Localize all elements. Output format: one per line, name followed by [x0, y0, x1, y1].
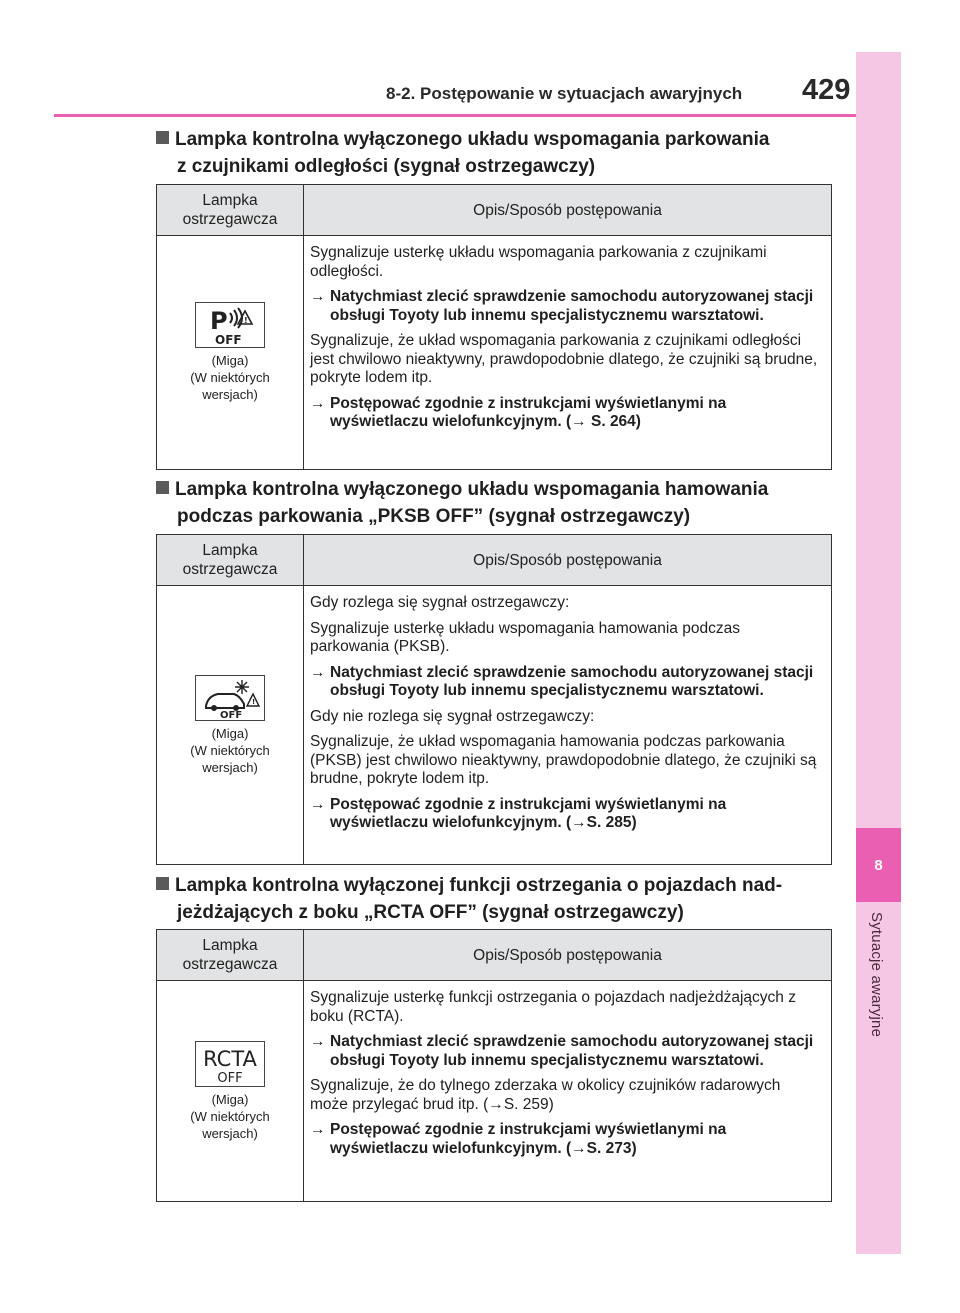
arrow-icon: → [310, 394, 326, 412]
svg-text:!: ! [244, 316, 248, 325]
lamp-cell [157, 586, 304, 865]
lamp-cell [157, 236, 304, 470]
parking-sensor-off-icon [195, 302, 265, 348]
action-text: → Natychmiast zlecić sprawdzenie samochodu autoryzowanej stacji obsługi Toyoty lub innemu specjalistycznemu warsztatowi. [310, 288, 814, 324]
svg-text:!: ! [252, 697, 256, 706]
action-text: → Postępować zgodnie z instrukcjami wyświetlanymi na wyświetlaczu wielofunkcyjnym. (→ S. 264) [310, 394, 727, 430]
description-text: Sygnalizuje, że układ wspomagania hamowania podczas parkowania (PKSB) jest chwilowo nieaktywny, prawdopodobnie dlatego, że czujniki są brudne, pokryte lodem itp. [310, 733, 817, 787]
arrow-icon: → [310, 1033, 326, 1050]
chapter-number: 8 [856, 828, 901, 902]
arrow-icon: → [310, 663, 326, 681]
rcta-off-icon [195, 1041, 265, 1087]
description-cell [304, 236, 832, 470]
col-header-lamp: Lampka ostrzegawcza [157, 185, 304, 236]
description-text: Sygnalizuje usterkę układu wspomagania parkowania z czujnikami odległości. [310, 244, 767, 280]
arrow-icon: → [310, 795, 326, 813]
pksb-off-icon [195, 675, 265, 721]
square-bullet-icon [156, 131, 169, 144]
warning-table-pksb [156, 534, 832, 865]
col-header-lamp: Lampka ostrzegawcza [157, 535, 304, 586]
description-cell [304, 981, 832, 1202]
action-text: → Natychmiast zlecić sprawdzenie samochodu autoryzowanej stacji obsługi Toyoty lub innemu specjalistycznemu warsztatowi. [310, 1033, 814, 1069]
description-text: Sygnalizuje usterkę układu wspomagania hamowania podczas parkowania (PKSB). [310, 619, 740, 655]
svg-text:OFF: OFF [215, 333, 242, 347]
chapter-label: Sytuacje awaryjne [868, 912, 885, 1038]
warning-table-parking-sensor [156, 184, 832, 470]
section-title-parking-sensor: Lampka kontrolna wyłączonego układu wspomagania parkowania z czujnikami odległości (sygnał ostrzegawczy) [156, 126, 836, 180]
col-header-description: Opis/Sposób postępowania [304, 535, 832, 586]
description-text: Sygnalizuje, że układ wspomagania parkowania z czujnikami odległości jest chwilowo nieaktywny, prawdopodobnie dlatego, że czujniki są brudne, pokryte lodem itp. [310, 332, 818, 386]
section-title-rcta: Lampka kontrolna wyłączonej funkcji ostrzegania o pojazdach nad- jeżdżających z boku „RCTA OFF” (sygnał ostrzegawczy) [156, 872, 836, 926]
action-text: → Postępować zgodnie z instrukcjami wyświetlanymi na wyświetlaczu wielofunkcyjnym. (→S. 273) [310, 1121, 727, 1157]
col-header-description: Opis/Sposób postępowania [304, 930, 832, 981]
svg-text:OFF: OFF [217, 1070, 243, 1086]
arrow-icon: → [310, 288, 326, 305]
arrow-icon: → [310, 1121, 326, 1138]
description-text: Gdy rozlega się sygnał ostrzegawczy: [310, 594, 570, 611]
description-text: Sygnalizuje usterkę funkcji ostrzegania o pojazdach nadjeżdżających z boku (RCTA). [310, 989, 796, 1025]
header-divider [54, 114, 856, 117]
lamp-caption: (Miga) (W niektórych wersjach) [190, 1091, 270, 1141]
description-text: Sygnalizuje, że do tylnego zderzaka w okolicy czujników radarowych może przylegać brud itp. (→S. 259) [310, 1077, 781, 1113]
action-text: → Natychmiast zlecić sprawdzenie samochodu autoryzowanej stacji obsługi Toyoty lub innemu specjalistycznemu warsztatowi. [310, 663, 814, 699]
svg-text:P: P [210, 307, 228, 335]
lamp-caption: (Miga) (W niektórych wersjach) [190, 725, 270, 775]
lamp-caption: (Miga) (W niektórych wersjach) [190, 353, 270, 402]
description-cell [304, 586, 832, 865]
col-header-lamp: Lampka ostrzegawcza [157, 930, 304, 981]
description-text: Gdy nie rozlega się sygnał ostrzegawczy: [310, 707, 595, 725]
square-bullet-icon [156, 481, 169, 494]
action-text: → Postępować zgodnie z instrukcjami wyświetlanymi na wyświetlaczu wielofunkcyjnym. (→S. 285) [310, 795, 727, 831]
warning-table-rcta [156, 929, 832, 1202]
section-title-pksb: Lampka kontrolna wyłączonego układu wspomagania hamowania podczas parkowania „PKSB OFF” (sygnał ostrzegawczy) [156, 476, 836, 530]
square-bullet-icon [156, 877, 169, 890]
lamp-cell [157, 981, 304, 1202]
side-tab [856, 52, 901, 1254]
col-header-description: Opis/Sposób postępowania [304, 185, 832, 236]
page-number: 429 [802, 74, 851, 106]
section-header: 8-2. Postępowanie w sytuacjach awaryjnych [386, 84, 743, 103]
svg-text:RCTA: RCTA [203, 1046, 257, 1071]
svg-text:OFF: OFF [220, 709, 243, 720]
